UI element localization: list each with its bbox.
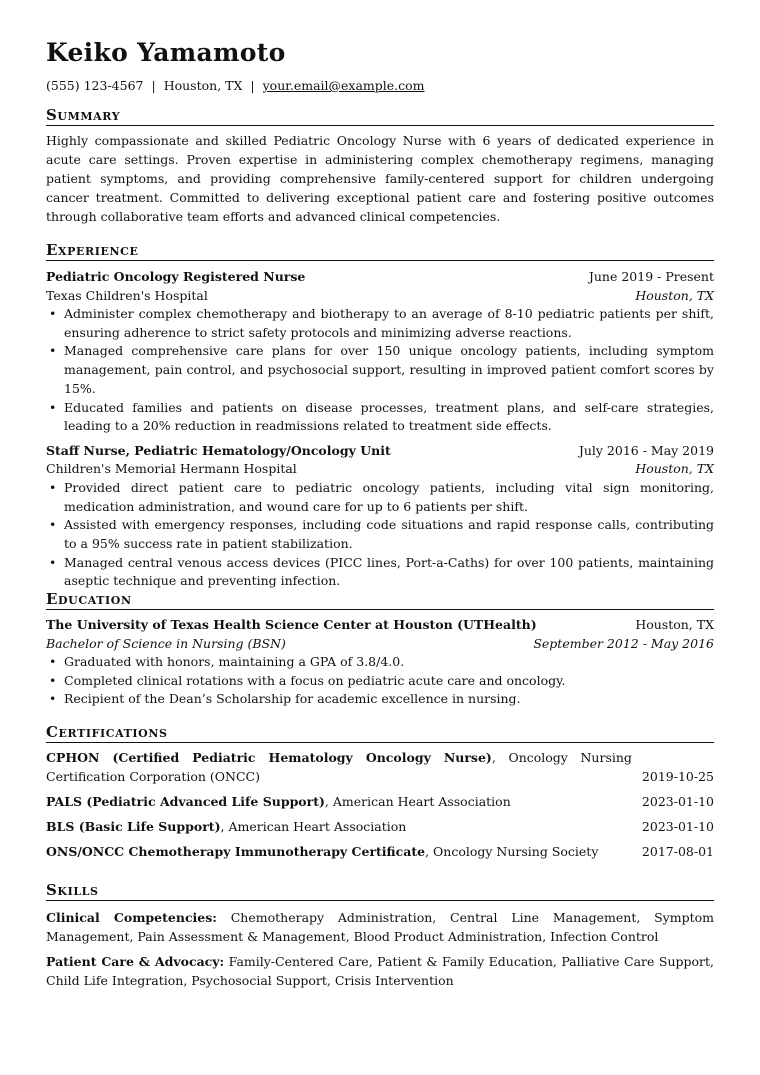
skill-label: Clinical Competencies: bbox=[46, 910, 217, 925]
degree: Bachelor of Science in Nursing (BSN) bbox=[46, 635, 286, 651]
certification-name: PALS (Pediatric Advanced Life Support) bbox=[46, 794, 325, 809]
certification-issuer: , Oncology Nursing Society bbox=[425, 844, 599, 859]
job-dates: July 2016 - May 2019 bbox=[578, 442, 714, 458]
candidate-name: Keiko Yamamoto bbox=[46, 38, 286, 67]
summary-section bbox=[46, 106, 714, 226]
list-item: • Educated families and patients on disease processes, treatment plans, and self-care strategies, leading to a 20% reduction in readmissions related to treatment side effects. bbox=[46, 399, 714, 436]
job-location: Houston, TX bbox=[635, 287, 714, 303]
skill-group bbox=[46, 908, 714, 946]
list-item: • Graduated with honors, maintaining a GPA of 3.8/4.0. bbox=[46, 653, 714, 672]
section-heading-skills: Skills bbox=[46, 881, 714, 901]
degree-row bbox=[46, 635, 714, 654]
school-name: The University of Texas Health Science Center at Houston (UTHealth) bbox=[46, 617, 537, 632]
certifications-section bbox=[46, 723, 714, 861]
certification-item bbox=[46, 748, 714, 786]
experience-section bbox=[46, 241, 714, 591]
education-dates: September 2012 - May 2016 bbox=[533, 635, 714, 651]
job-entry bbox=[46, 268, 714, 436]
certification-item bbox=[46, 792, 714, 811]
section-heading-education: Education bbox=[46, 590, 714, 610]
school-row bbox=[46, 616, 714, 635]
job-entry bbox=[46, 442, 714, 591]
phone: (555) 123-4567 bbox=[46, 78, 144, 93]
list-item: • Administer complex chemotherapy and biotherapy to an average of 8-10 pediatric patients per shift, ensuring adherence to strict safety protocols and minimizing adverse reactions. bbox=[46, 305, 714, 342]
list-item: • Completed clinical rotations with a focus on pediatric acute care and oncology. bbox=[46, 672, 714, 691]
section-heading-summary: Summary bbox=[46, 106, 714, 126]
contact-line bbox=[46, 78, 425, 94]
job-title: Staff Nurse, Pediatric Hematology/Oncology Unit bbox=[46, 442, 391, 458]
job-title-row bbox=[46, 442, 714, 461]
job-employer-row bbox=[46, 460, 714, 479]
list-item: • Managed comprehensive care plans for over 150 unique oncology patients, including symptom management, pain control, and psychosocial support, resulting in improved patient comfort scores by 15%. bbox=[46, 342, 714, 398]
certification-item bbox=[46, 817, 714, 836]
job-employer-row bbox=[46, 287, 714, 306]
certification-issuer: , Oncology Nursing Certification Corporation (ONCC) bbox=[46, 750, 632, 784]
job-employer: Texas Children's Hospital bbox=[46, 287, 208, 303]
certification-item bbox=[46, 842, 714, 861]
list-item: • Provided direct patient care to pediatric oncology patients, including vital sign monitoring, medication administration, and wound care for up to 6 patients per shift. bbox=[46, 479, 714, 516]
list-item: • Assisted with emergency responses, including code situations and rapid response calls, contributing to a 95% success rate in patient stabilization. bbox=[46, 516, 714, 553]
job-title: Pediatric Oncology Registered Nurse bbox=[46, 269, 306, 284]
skill-list: Family-Centered Care, Patient & Family Education, Palliative Care Support, Child Life Integration, Psychosocial Support, Crisis Intervention bbox=[46, 954, 714, 988]
list-item: • Managed central venous access devices (PICC lines, Port-a-Caths) for over 100 patients, maintaining aseptic technique and preventing infection. bbox=[46, 554, 714, 591]
certification-issuer: , American Heart Association bbox=[324, 794, 511, 809]
skill-group bbox=[46, 952, 714, 990]
certification-name: BLS (Basic Life Support) bbox=[46, 819, 221, 834]
education-section bbox=[46, 590, 714, 709]
location: Houston, TX bbox=[163, 78, 243, 93]
skills-section bbox=[46, 881, 714, 990]
certification-name: CPHON (Certified Pediatric Hematology Oncology Nurse) bbox=[46, 750, 492, 765]
job-title-row bbox=[46, 268, 714, 287]
separator: | bbox=[151, 78, 156, 93]
job-location: Houston, TX bbox=[635, 461, 714, 477]
skill-list: Chemotherapy Administration, Central Line Management, Symptom Management, Pain Assessment & Management, Blood Product Administration, Infection Control bbox=[46, 910, 715, 944]
job-dates: June 2019 - Present bbox=[588, 269, 714, 284]
email-link[interactable]: your.email@example.com bbox=[262, 78, 425, 93]
certification-date: 2023-01-10 bbox=[641, 794, 714, 809]
certification-name: ONS/ONCC Chemotherapy Immunotherapy Certificate bbox=[46, 844, 426, 859]
section-heading-experience: Experience bbox=[46, 241, 714, 261]
certification-date: 2023-01-10 bbox=[641, 819, 714, 834]
summary-text: Highly compassionate and skilled Pediatric Oncology Nurse with 6 years of dedicated experience in acute care settings. Proven expertise in administering complex chemotherapy regimens, managing patient symptoms, and providing comprehensive family-centered support for children undergoing cancer treatment. Committed to delivering exceptional patient care and fostering positive outcomes through collaborative team efforts and advanced clinical competencies. bbox=[46, 133, 714, 224]
skill-label: Patient Care & Advocacy: bbox=[46, 954, 225, 969]
certification-issuer: , American Heart Association bbox=[220, 819, 407, 834]
separator: | bbox=[250, 78, 255, 93]
section-heading-certifications: Certifications bbox=[46, 723, 714, 743]
education-bullets bbox=[46, 653, 714, 709]
job-employer: Children's Memorial Hermann Hospital bbox=[46, 461, 297, 477]
certification-date: 2017-08-01 bbox=[641, 844, 714, 859]
job-bullets bbox=[46, 305, 714, 436]
school-location: Houston, TX bbox=[635, 617, 714, 632]
certification-date: 2019-10-25 bbox=[641, 769, 714, 784]
list-item: • Recipient of the Dean’s Scholarship for academic excellence in nursing. bbox=[46, 690, 714, 709]
job-bullets bbox=[46, 479, 714, 591]
